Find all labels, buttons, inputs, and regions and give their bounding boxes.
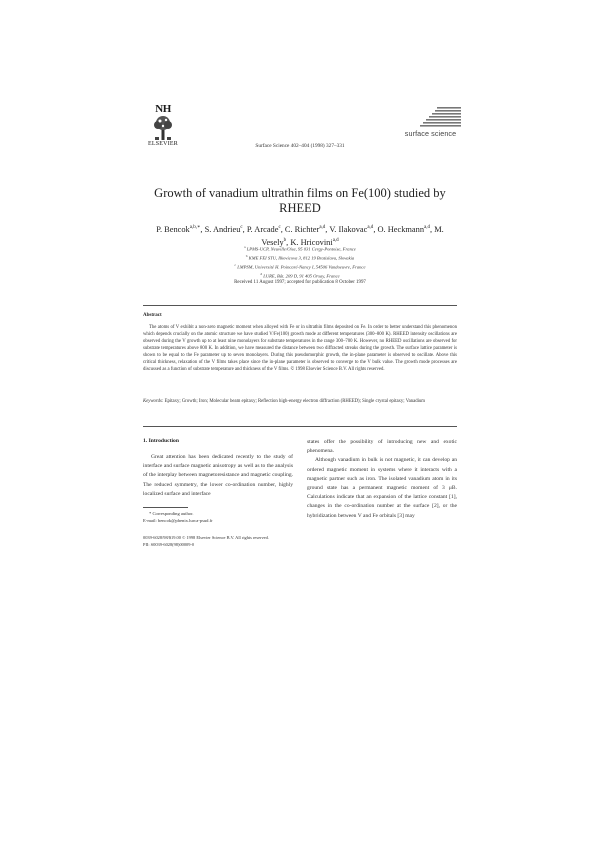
affiliation-sup: b: [245, 254, 248, 259]
author: [329, 225, 373, 234]
author-affil-sup: c: [240, 225, 243, 230]
author-name: M. Vesely: [261, 224, 444, 248]
author-affil-sup: a,d: [319, 225, 326, 230]
intro-right-para-1: states offer the possibility of introducing new and exotic phenomena.: [307, 439, 457, 455]
author-email: E-mail: bencok@phenix.lurca-psud.fr: [143, 518, 213, 523]
author: [247, 225, 281, 234]
author: [378, 225, 431, 234]
author-name: V. Ilakovac: [329, 224, 368, 234]
keywords-label: Keywords:: [143, 399, 164, 404]
author-name: C. Richter: [284, 224, 320, 234]
author-affil-sup: a,d: [332, 238, 339, 244]
author-name: K. Hricovini: [290, 238, 333, 248]
author-affil-sup: a,d: [367, 225, 374, 230]
keywords-text: Epitaxy; Growth; Iron; Molecular beam epitaxy; Reflection high-energy electron diffraction (RHEED); Single crystal epitaxy; Vanadium: [164, 399, 425, 404]
affiliation-text: KME FEI STU, Ilkovicova 3, 812 19 Bratislava, Slovakia: [247, 255, 355, 261]
journal-citation: Surface Science 402–404 (1998) 327–331: [255, 143, 345, 149]
journal-logo: [399, 106, 462, 140]
elsevier-logo: [145, 104, 181, 148]
copyright-line: 0039-6028/98/$19.00 © 1998 Elsevier Science B.V. All rights reserved.: [143, 535, 269, 540]
abstract-heading: Abstract: [143, 313, 162, 318]
elsevier-tree-icon: [152, 115, 174, 141]
author-name: P. Bencok: [156, 224, 190, 234]
intro-right-column: [307, 438, 457, 521]
nh-mark: NH: [155, 103, 171, 115]
intro-left-column: Great attention has been dedicated recently to the study of interface and surface magnetic anisotropy as well as to the analysis of the interplay between magnetoresistance and magnetic coupling. The reduced symmetry, the lower co-ordination number, highly localized surface and interface: [143, 454, 293, 497]
author: [285, 225, 325, 234]
author-name: P. Arcade: [246, 224, 279, 234]
author-name: O. Heckmann: [377, 224, 425, 234]
author-affil-sup: c: [278, 225, 281, 230]
elsevier-wordmark: ELSEVIER: [148, 141, 178, 147]
pii-line: PII: S0039-6028(98)00009-0: [143, 542, 195, 547]
paper-title: Growth of vanadium ultrathin films on Fe(100) studied by RHEED: [154, 186, 446, 215]
affiliation-line: [180, 262, 420, 271]
author-affil-sup: a,b,∗: [189, 225, 201, 230]
copyright-block: [143, 534, 303, 548]
affiliation-line: [180, 253, 420, 262]
journal-logo-name: surface science: [404, 129, 457, 138]
affiliation-text: LURE, Bât. 209 D, 91 405 Orsay, France: [262, 273, 340, 279]
journal-stripes-icon: [399, 106, 462, 128]
author-list: P. Bencok$^{a,b,∗}$, S. Andrieu$^c$, P. Arcade$^c$, C. Richter$^{a,d}$, V. Ilakovac$^{a,d}$, O. Heckmann$^{a,d}$, M. Vesely$^b$, K. Hricovini$^{a,d}$: [156, 224, 444, 248]
affiliation-sup: c: [234, 263, 237, 268]
footnote-rule: [143, 507, 188, 508]
author-affil-sup: b: [283, 238, 287, 244]
footnote: [143, 510, 293, 524]
affiliation-text: LPMS-UCP, Neuville/Oise, 95 031 Cergy-Pontoise, France: [245, 246, 356, 252]
author: [205, 225, 243, 234]
section-heading-introduction: 1. Introduction: [143, 438, 179, 444]
affiliation-sup: a: [244, 245, 246, 249]
received-dates: Received 11 August 1997; accepted for publication 8 October 1997: [234, 280, 366, 285]
corresponding-author-note: * Corresponding author.: [149, 511, 194, 516]
affiliation-sup: d: [260, 272, 263, 277]
author-affil-sup: a,d: [424, 225, 430, 230]
abstract-text: The atoms of V exhibit a non-zero magnetic moment when alloyed with Fe or in ultrathin films deposited on Fe. In order to better understand this phenomenon which depends crucially on the atomic structure we have studied V/Fe(100) growth mode at different temperatures (300–800 K). RHEED intensity oscillations are observed during the V growth up to at least nine monolayers for substrate temperatures in the range 300–700 K. However, no RHEED oscillations are observed for substrate temperatures above 800 K. In addition, we have measured the distance between two diffracted streaks during the growth. The surface lattice parameter is shown to be equal to the Fe parameter up to seven monolayers. During this pseudomorphic growth, the in-plane parameter is observed to oscillate. Above this critical thickness, relaxation of the V films takes place since the in-plane parameter is observed to converge to the V bulk value. The growth mode processes are discussed as a function of substrate temperature and thickness of the V films. © 1998 Elsevier Science B.V. All rights reserved.: [143, 325, 457, 373]
affiliations: [180, 244, 420, 281]
intro-right-para-2: Although vanadium in bulk is not magnetic, it can develop an ordered magnetic moment in systems where it interacts with a magnetic partner such as iron. The isolated vanadium atom in its ground state has a permanent magnetic moment of 3 μB. Calculations indicate that an expansion of the lattice constant [1], changes in the co-ordination number at the surface [2], or the hybridization between V and Fe orbitals [3] may: [307, 457, 457, 519]
author-name: S. Andrieu: [204, 224, 241, 234]
affiliation-text: LMPSM, Université H. Poincaré-Nancy I, 54506 Vandoeuvre, France: [236, 264, 366, 270]
affiliation-line: [180, 244, 420, 253]
abstract-rule-top: [143, 305, 457, 306]
keywords: [143, 398, 457, 405]
abstract-rule-bottom: [143, 426, 457, 427]
author: [156, 225, 200, 234]
